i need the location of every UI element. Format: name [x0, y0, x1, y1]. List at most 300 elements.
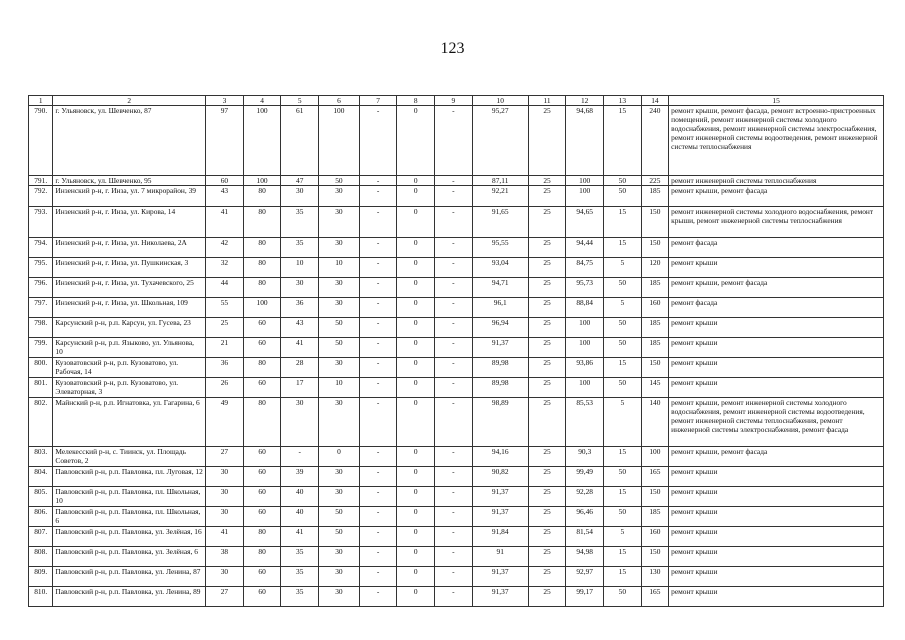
cell-col-11: 25 — [528, 338, 566, 358]
cell-row-number: 790. — [29, 106, 53, 176]
table-row — [29, 186, 884, 207]
column-header-13: 13 — [604, 96, 642, 106]
cell-col-4: 60 — [243, 467, 281, 487]
cell-col-4: 60 — [243, 318, 281, 338]
cell-col-7: - — [359, 487, 397, 507]
table-row — [29, 207, 884, 238]
column-header-11: 11 — [528, 96, 566, 106]
cell-address: Павловский р-н, р.п. Павловка, ул. Ленина, 87 — [53, 567, 206, 587]
cell-col-4: 60 — [243, 587, 281, 607]
cell-col-13: 5 — [604, 258, 642, 278]
table-row — [29, 298, 884, 318]
cell-repair-works: ремонт крыши, ремонт фасада — [669, 186, 884, 207]
cell-col-10: 91,84 — [472, 527, 528, 547]
cell-col-11: 25 — [528, 507, 566, 527]
cell-address: Инзенский р-н, г. Инза, ул. Пушкинская, 3 — [53, 258, 206, 278]
table-row — [29, 106, 884, 176]
cell-col-3: 97 — [206, 106, 244, 176]
cell-col-13: 15 — [604, 358, 642, 378]
column-header-14: 14 — [641, 96, 668, 106]
cell-col-14: 185 — [641, 507, 668, 527]
cell-col-13: 50 — [604, 186, 642, 207]
cell-row-number: 803. — [29, 447, 53, 467]
cell-col-3: 55 — [206, 298, 244, 318]
cell-col-8: 0 — [397, 278, 435, 298]
cell-col-9: - — [435, 238, 473, 258]
building-repair-table — [28, 95, 884, 607]
cell-col-5: 41 — [281, 527, 319, 547]
cell-col-12: 94,98 — [566, 547, 604, 567]
cell-address: Инзенский р-н, г. Инза, ул. Николаева, 2А — [53, 238, 206, 258]
cell-col-4: 60 — [243, 487, 281, 507]
table-row — [29, 358, 884, 378]
cell-address: Павловский р-н, р.п. Павловка, пл. Школьная, 10 — [53, 487, 206, 507]
table-row — [29, 447, 884, 467]
cell-col-10: 91,37 — [472, 587, 528, 607]
column-header-2: 2 — [53, 96, 206, 106]
cell-col-6: 30 — [319, 298, 360, 318]
cell-col-11: 25 — [528, 587, 566, 607]
cell-col-13: 15 — [604, 447, 642, 467]
cell-col-4: 100 — [243, 298, 281, 318]
cell-col-12: 92,97 — [566, 567, 604, 587]
cell-col-4: 80 — [243, 186, 281, 207]
cell-col-10: 91,37 — [472, 507, 528, 527]
column-number-header — [29, 96, 884, 106]
cell-col-3: 38 — [206, 547, 244, 567]
table-row — [29, 338, 884, 358]
table-row — [29, 176, 884, 186]
cell-col-11: 25 — [528, 358, 566, 378]
cell-col-9: - — [435, 567, 473, 587]
table-row — [29, 398, 884, 447]
cell-col-8: 0 — [397, 176, 435, 186]
cell-col-5: 35 — [281, 567, 319, 587]
table-row — [29, 318, 884, 338]
cell-row-number: 794. — [29, 238, 53, 258]
cell-col-8: 0 — [397, 398, 435, 447]
cell-col-10: 95,27 — [472, 106, 528, 176]
cell-row-number: 802. — [29, 398, 53, 447]
cell-col-11: 25 — [528, 278, 566, 298]
cell-col-6: 50 — [319, 176, 360, 186]
cell-col-3: 42 — [206, 238, 244, 258]
cell-col-5: 35 — [281, 587, 319, 607]
cell-repair-works: ремонт крыши — [669, 527, 884, 547]
page-number: 123 — [440, 40, 465, 57]
cell-col-13: 50 — [604, 176, 642, 186]
cell-col-9: - — [435, 278, 473, 298]
cell-col-6: 30 — [319, 238, 360, 258]
cell-col-6: 30 — [319, 567, 360, 587]
column-header-4: 4 — [243, 96, 281, 106]
cell-col-7: - — [359, 106, 397, 176]
cell-col-6: 50 — [319, 338, 360, 358]
cell-repair-works: ремонт крыши, ремонт инженерной системы холодного водоснабжения, ремонт инженерной системы водоотведения, ремонт инженерной системы теплоснабжения, ремонт инженерной системы электроснабжения, ремонт фасада — [669, 398, 884, 447]
cell-col-14: 165 — [641, 467, 668, 487]
cell-repair-works: ремонт фасада — [669, 298, 884, 318]
cell-col-4: 80 — [243, 238, 281, 258]
cell-col-13: 50 — [604, 587, 642, 607]
cell-col-6: 30 — [319, 398, 360, 447]
cell-address: Майнский р-н, р.п. Игнатовка, ул. Гагарина, 6 — [53, 398, 206, 447]
cell-col-10: 94,16 — [472, 447, 528, 467]
cell-col-11: 25 — [528, 318, 566, 338]
cell-col-8: 0 — [397, 298, 435, 318]
cell-col-7: - — [359, 338, 397, 358]
cell-repair-works: ремонт крыши — [669, 507, 884, 527]
cell-col-7: - — [359, 587, 397, 607]
cell-col-9: - — [435, 338, 473, 358]
cell-col-10: 89,98 — [472, 378, 528, 398]
cell-col-7: - — [359, 567, 397, 587]
cell-col-14: 150 — [641, 487, 668, 507]
cell-col-13: 50 — [604, 318, 642, 338]
cell-col-11: 25 — [528, 398, 566, 447]
cell-col-5: 40 — [281, 487, 319, 507]
cell-col-4: 100 — [243, 106, 281, 176]
cell-col-14: 185 — [641, 186, 668, 207]
cell-col-3: 26 — [206, 378, 244, 398]
cell-col-6: 10 — [319, 378, 360, 398]
cell-col-13: 15 — [604, 106, 642, 176]
cell-col-5: 35 — [281, 207, 319, 238]
cell-col-3: 41 — [206, 527, 244, 547]
cell-col-7: - — [359, 398, 397, 447]
cell-col-8: 0 — [397, 358, 435, 378]
cell-repair-works: ремонт крыши — [669, 467, 884, 487]
cell-row-number: 791. — [29, 176, 53, 186]
table-row — [29, 238, 884, 258]
cell-col-10: 96,94 — [472, 318, 528, 338]
cell-col-13: 5 — [604, 527, 642, 547]
cell-col-5: 10 — [281, 258, 319, 278]
cell-col-6: 100 — [319, 106, 360, 176]
cell-col-11: 25 — [528, 106, 566, 176]
cell-col-11: 25 — [528, 378, 566, 398]
cell-col-6: 30 — [319, 467, 360, 487]
cell-col-11: 25 — [528, 186, 566, 207]
column-header-12: 12 — [566, 96, 604, 106]
cell-col-12: 85,53 — [566, 398, 604, 447]
cell-col-7: - — [359, 238, 397, 258]
table-row — [29, 587, 884, 607]
cell-col-4: 80 — [243, 278, 281, 298]
cell-col-7: - — [359, 467, 397, 487]
cell-col-14: 185 — [641, 318, 668, 338]
cell-col-5: 43 — [281, 318, 319, 338]
cell-col-8: 0 — [397, 527, 435, 547]
cell-col-3: 41 — [206, 207, 244, 238]
cell-col-12: 100 — [566, 338, 604, 358]
cell-col-13: 5 — [604, 398, 642, 447]
cell-col-13: 50 — [604, 467, 642, 487]
cell-col-14: 140 — [641, 398, 668, 447]
cell-row-number: 809. — [29, 567, 53, 587]
cell-col-8: 0 — [397, 447, 435, 467]
cell-col-10: 96,1 — [472, 298, 528, 318]
table-row — [29, 567, 884, 587]
cell-col-9: - — [435, 378, 473, 398]
cell-col-4: 60 — [243, 378, 281, 398]
cell-row-number: 792. — [29, 186, 53, 207]
cell-col-3: 43 — [206, 186, 244, 207]
cell-col-3: 44 — [206, 278, 244, 298]
cell-address: Инзенский р-н, г. Инза, ул. Школьная, 109 — [53, 298, 206, 318]
cell-col-9: - — [435, 106, 473, 176]
cell-col-11: 25 — [528, 527, 566, 547]
cell-col-12: 84,75 — [566, 258, 604, 278]
cell-col-9: - — [435, 186, 473, 207]
cell-row-number: 808. — [29, 547, 53, 567]
cell-col-4: 80 — [243, 207, 281, 238]
cell-col-10: 98,89 — [472, 398, 528, 447]
cell-col-6: 30 — [319, 587, 360, 607]
cell-col-8: 0 — [397, 567, 435, 587]
cell-col-5: 61 — [281, 106, 319, 176]
cell-col-9: - — [435, 507, 473, 527]
cell-col-13: 15 — [604, 547, 642, 567]
cell-col-8: 0 — [397, 258, 435, 278]
cell-row-number: 793. — [29, 207, 53, 238]
cell-col-12: 94,44 — [566, 238, 604, 258]
cell-address: Кузоватовский р-н, р.п. Кузоватово, ул. Элеваторная, 3 — [53, 378, 206, 398]
cell-col-6: 30 — [319, 186, 360, 207]
cell-col-14: 100 — [641, 447, 668, 467]
cell-col-10: 90,82 — [472, 467, 528, 487]
cell-col-8: 0 — [397, 318, 435, 338]
cell-col-4: 80 — [243, 527, 281, 547]
cell-col-6: 30 — [319, 278, 360, 298]
cell-col-12: 93,86 — [566, 358, 604, 378]
cell-col-13: 15 — [604, 567, 642, 587]
table-row — [29, 487, 884, 507]
cell-col-10: 94,71 — [472, 278, 528, 298]
cell-repair-works: ремонт крыши — [669, 487, 884, 507]
cell-col-14: 145 — [641, 378, 668, 398]
cell-col-14: 150 — [641, 547, 668, 567]
cell-col-12: 100 — [566, 176, 604, 186]
column-header-5: 5 — [281, 96, 319, 106]
cell-col-5: - — [281, 447, 319, 467]
table-row — [29, 278, 884, 298]
cell-col-5: 36 — [281, 298, 319, 318]
cell-col-13: 50 — [604, 507, 642, 527]
cell-col-4: 80 — [243, 358, 281, 378]
cell-col-10: 91,37 — [472, 487, 528, 507]
cell-col-3: 25 — [206, 318, 244, 338]
cell-col-3: 30 — [206, 487, 244, 507]
cell-address: Кузоватовский р-н, р.п. Кузоватово, ул. Рабочая, 14 — [53, 358, 206, 378]
column-header-1: 1 — [29, 96, 53, 106]
cell-col-3: 30 — [206, 507, 244, 527]
cell-address: Павловский р-н, р.п. Павловка, ул. Ленина, 89 — [53, 587, 206, 607]
cell-col-12: 99,49 — [566, 467, 604, 487]
cell-col-8: 0 — [397, 106, 435, 176]
cell-col-12: 100 — [566, 186, 604, 207]
cell-col-5: 28 — [281, 358, 319, 378]
cell-row-number: 797. — [29, 298, 53, 318]
cell-col-4: 100 — [243, 176, 281, 186]
cell-col-12: 94,68 — [566, 106, 604, 176]
cell-repair-works: ремонт крыши — [669, 358, 884, 378]
cell-col-5: 30 — [281, 186, 319, 207]
cell-col-3: 49 — [206, 398, 244, 447]
cell-repair-works: ремонт инженерной системы теплоснабжения — [669, 176, 884, 186]
cell-col-13: 15 — [604, 487, 642, 507]
cell-col-12: 92,28 — [566, 487, 604, 507]
cell-col-9: - — [435, 467, 473, 487]
cell-address: Инзенский р-н, г. Инза, ул. 7 микрорайон, 39 — [53, 186, 206, 207]
column-header-15: 15 — [669, 96, 884, 106]
cell-col-7: - — [359, 207, 397, 238]
cell-repair-works: ремонт крыши — [669, 338, 884, 358]
cell-col-6: 10 — [319, 258, 360, 278]
cell-address: Инзенский р-н, г. Инза, ул. Кирова, 14 — [53, 207, 206, 238]
cell-col-7: - — [359, 176, 397, 186]
cell-col-12: 88,84 — [566, 298, 604, 318]
cell-col-9: - — [435, 298, 473, 318]
cell-col-14: 150 — [641, 358, 668, 378]
cell-col-10: 91,37 — [472, 567, 528, 587]
cell-col-7: - — [359, 507, 397, 527]
cell-col-5: 35 — [281, 547, 319, 567]
cell-col-14: 225 — [641, 176, 668, 186]
table-row — [29, 547, 884, 567]
cell-col-13: 50 — [604, 378, 642, 398]
cell-col-5: 35 — [281, 238, 319, 258]
cell-col-4: 60 — [243, 567, 281, 587]
cell-repair-works: ремонт фасада — [669, 238, 884, 258]
cell-col-4: 80 — [243, 398, 281, 447]
cell-col-7: - — [359, 298, 397, 318]
table-row — [29, 507, 884, 527]
table-row — [29, 258, 884, 278]
cell-address: Павловский р-н, р.п. Павловка, пл. Школьная, 6 — [53, 507, 206, 527]
cell-address: Мелекесский р-н, с. Тиинск, ул. Площадь Советов, 2 — [53, 447, 206, 467]
cell-col-8: 0 — [397, 207, 435, 238]
table-body — [29, 106, 884, 607]
cell-col-7: - — [359, 358, 397, 378]
cell-col-6: 50 — [319, 318, 360, 338]
cell-row-number: 800. — [29, 358, 53, 378]
cell-col-3: 30 — [206, 467, 244, 487]
cell-col-11: 25 — [528, 298, 566, 318]
cell-col-5: 39 — [281, 467, 319, 487]
cell-col-14: 150 — [641, 207, 668, 238]
cell-col-6: 30 — [319, 358, 360, 378]
table-row — [29, 467, 884, 487]
cell-col-4: 60 — [243, 338, 281, 358]
cell-col-8: 0 — [397, 338, 435, 358]
cell-col-6: 50 — [319, 507, 360, 527]
cell-col-5: 47 — [281, 176, 319, 186]
cell-col-7: - — [359, 278, 397, 298]
cell-col-6: 0 — [319, 447, 360, 467]
cell-col-13: 15 — [604, 238, 642, 258]
cell-col-14: 150 — [641, 238, 668, 258]
cell-col-8: 0 — [397, 467, 435, 487]
cell-col-7: - — [359, 318, 397, 338]
cell-col-10: 91 — [472, 547, 528, 567]
cell-col-11: 25 — [528, 207, 566, 238]
cell-col-8: 0 — [397, 487, 435, 507]
cell-col-6: 50 — [319, 527, 360, 547]
cell-col-11: 25 — [528, 258, 566, 278]
cell-col-14: 130 — [641, 567, 668, 587]
cell-col-10: 89,98 — [472, 358, 528, 378]
cell-col-11: 25 — [528, 238, 566, 258]
cell-row-number: 807. — [29, 527, 53, 547]
cell-row-number: 805. — [29, 487, 53, 507]
cell-col-7: - — [359, 527, 397, 547]
cell-address: Карсунский р-н, р.п. Языково, ул. Ульянова, 10 — [53, 338, 206, 358]
cell-col-14: 185 — [641, 278, 668, 298]
cell-col-9: - — [435, 398, 473, 447]
cell-col-7: - — [359, 186, 397, 207]
cell-col-10: 93,04 — [472, 258, 528, 278]
cell-col-10: 87,11 — [472, 176, 528, 186]
cell-col-10: 91,65 — [472, 207, 528, 238]
cell-col-14: 120 — [641, 258, 668, 278]
cell-address: г. Ульяновск, ул. Шевченко, 95 — [53, 176, 206, 186]
cell-col-9: - — [435, 176, 473, 186]
cell-row-number: 804. — [29, 467, 53, 487]
cell-col-14: 240 — [641, 106, 668, 176]
cell-repair-works: ремонт крыши, ремонт фасада — [669, 278, 884, 298]
cell-repair-works: ремонт крыши — [669, 547, 884, 567]
cell-col-14: 185 — [641, 338, 668, 358]
column-header-9: 9 — [435, 96, 473, 106]
cell-col-8: 0 — [397, 238, 435, 258]
cell-row-number: 796. — [29, 278, 53, 298]
cell-col-11: 25 — [528, 467, 566, 487]
cell-col-9: - — [435, 547, 473, 567]
cell-address: Павловский р-н, р.п. Павловка, ул. Зелёная, 16 — [53, 527, 206, 547]
cell-col-3: 30 — [206, 567, 244, 587]
cell-col-9: - — [435, 207, 473, 238]
cell-col-13: 50 — [604, 338, 642, 358]
cell-row-number: 801. — [29, 378, 53, 398]
cell-col-13: 50 — [604, 278, 642, 298]
cell-col-8: 0 — [397, 186, 435, 207]
cell-col-10: 92,21 — [472, 186, 528, 207]
column-header-8: 8 — [397, 96, 435, 106]
cell-col-13: 5 — [604, 298, 642, 318]
cell-col-11: 25 — [528, 487, 566, 507]
cell-col-4: 80 — [243, 547, 281, 567]
cell-col-3: 32 — [206, 258, 244, 278]
cell-row-number: 806. — [29, 507, 53, 527]
cell-col-13: 15 — [604, 207, 642, 238]
cell-col-8: 0 — [397, 507, 435, 527]
cell-col-4: 60 — [243, 507, 281, 527]
cell-col-12: 90,3 — [566, 447, 604, 467]
cell-repair-works: ремонт крыши, ремонт фасада — [669, 447, 884, 467]
cell-col-11: 25 — [528, 176, 566, 186]
cell-col-11: 25 — [528, 567, 566, 587]
cell-col-3: 27 — [206, 447, 244, 467]
cell-col-5: 17 — [281, 378, 319, 398]
cell-col-5: 30 — [281, 278, 319, 298]
cell-col-9: - — [435, 447, 473, 467]
cell-col-10: 91,37 — [472, 338, 528, 358]
cell-col-12: 94,65 — [566, 207, 604, 238]
cell-address: Павловский р-н, р.п. Павловка, ул. Зелёная, 6 — [53, 547, 206, 567]
cell-col-3: 21 — [206, 338, 244, 358]
cell-col-9: - — [435, 587, 473, 607]
cell-row-number: 810. — [29, 587, 53, 607]
